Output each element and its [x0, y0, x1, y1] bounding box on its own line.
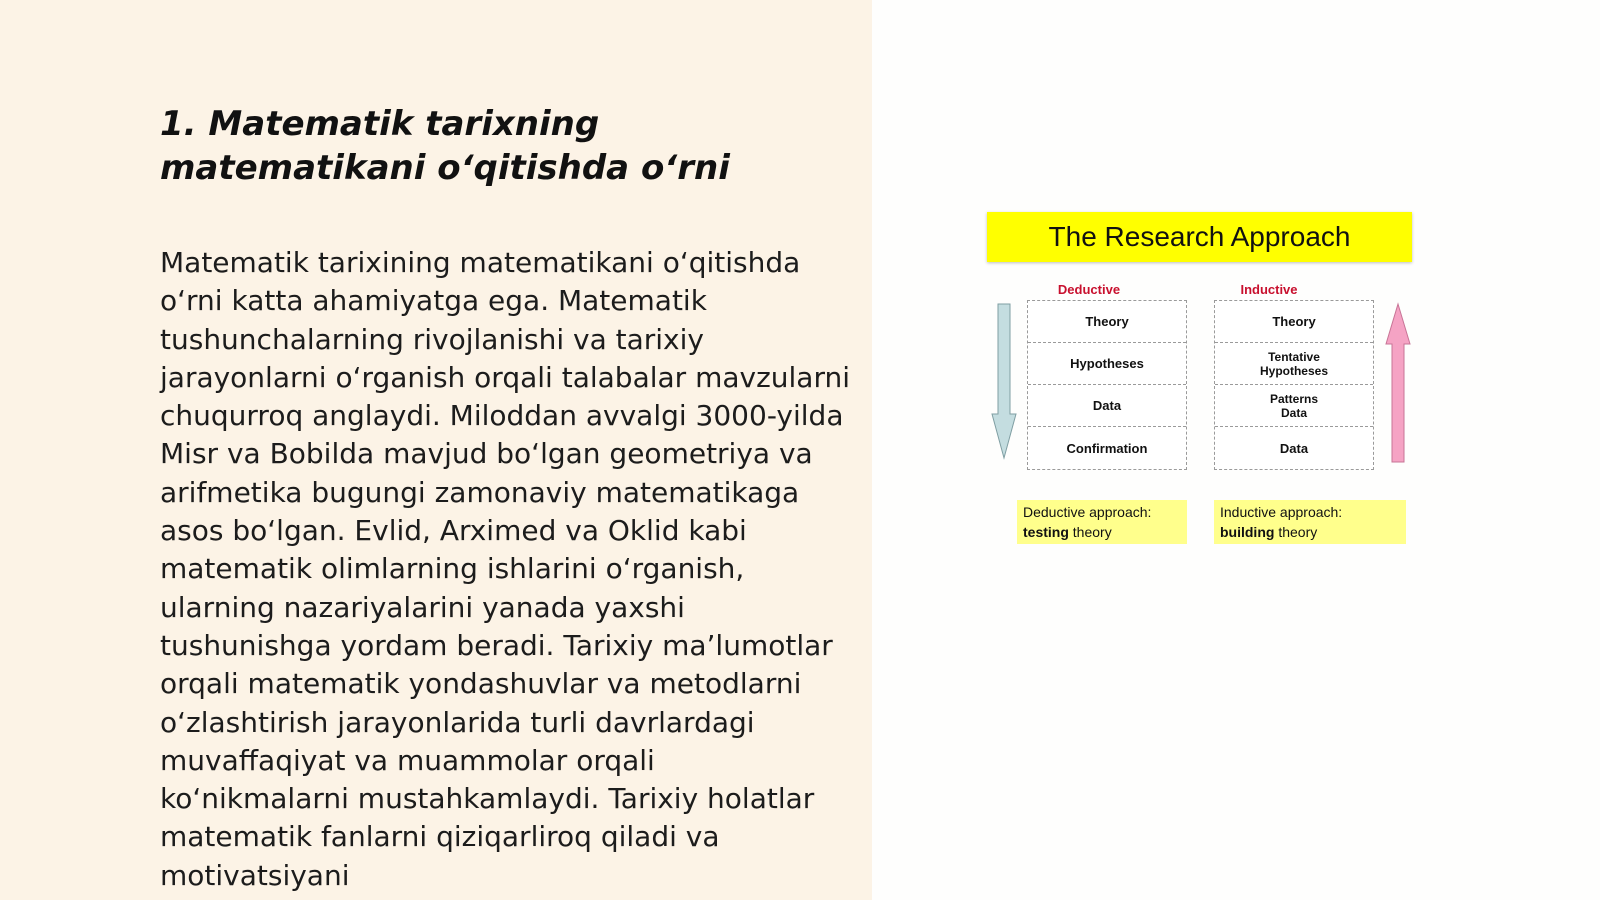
- deductive-header: Deductive: [1057, 282, 1121, 297]
- slide-title: 1. Matematik tarixning matematikani o‘qitishda o‘rni: [160, 104, 730, 188]
- inductive-column: [1214, 300, 1374, 470]
- deductive-caption-rest: theory: [1072, 524, 1112, 540]
- deductive-caption: [1017, 500, 1187, 544]
- deductive-caption-bold: testing: [1023, 524, 1069, 540]
- deductive-cell: Hypotheses: [1028, 343, 1186, 385]
- deductive-caption-line1: Deductive approach:: [1023, 504, 1152, 520]
- inductive-cell: Theory: [1215, 301, 1373, 343]
- inductive-cell: Tentative Hypotheses: [1215, 343, 1373, 385]
- inductive-caption: [1214, 500, 1406, 544]
- research-approach-figure: [987, 210, 1414, 550]
- figure-title: The Research Approach: [987, 212, 1412, 262]
- inductive-caption-line2: [1220, 522, 1400, 542]
- inductive-caption-rest: theory: [1278, 524, 1318, 540]
- slide-body-text: Matematik tarixining matematikani o‘qitishda o‘rni katta ahamiyatga ega. Matematik tushunchalarning rivojlanishi va tarixiy jarayonlarni o‘rganish orqali talabalar mavzularni chuqurroq anglaydi. Miloddan avvalgi 3000-yilda Misr va Bobilda mavjud bo‘lgan geometriya va arifmetika bugungi zamonaviy matematikaga asos bo‘lgan. Evlid, Arximed va Oklid kabi matematik olimlarning ishlarini o‘rganish, ularning nazariyalarini yanada yaxshi tushunishga yordam beradi. Tarixiy ma’lumotlar orqali matematik yondashuvlar va metodlarni o‘zlashtirish jarayonlarida turli davrlardagi muvaffaqiyat va muammolar orqali ko‘nikmalarni mustahkamlaydi. Tarixiy holatlar matematik fanlarni qiziqarliroq qiladi va motivatsiyani: [160, 246, 851, 892]
- deductive-cell: Data: [1028, 385, 1186, 427]
- inductive-caption-line1: Inductive approach:: [1220, 504, 1343, 520]
- deductive-caption-line2: [1023, 522, 1181, 542]
- inductive-caption-bold: building: [1220, 524, 1275, 540]
- inductive-cell: Patterns Data: [1215, 385, 1373, 427]
- inductive-header: Inductive: [1240, 282, 1298, 297]
- up-arrow-icon: [1385, 302, 1411, 466]
- down-arrow-icon: [991, 302, 1017, 462]
- inductive-cell: Data: [1279, 440, 1309, 456]
- deductive-column: [1027, 300, 1187, 470]
- deductive-cell: Theory: [1028, 301, 1186, 343]
- deductive-cell: Confirmation: [1066, 440, 1148, 456]
